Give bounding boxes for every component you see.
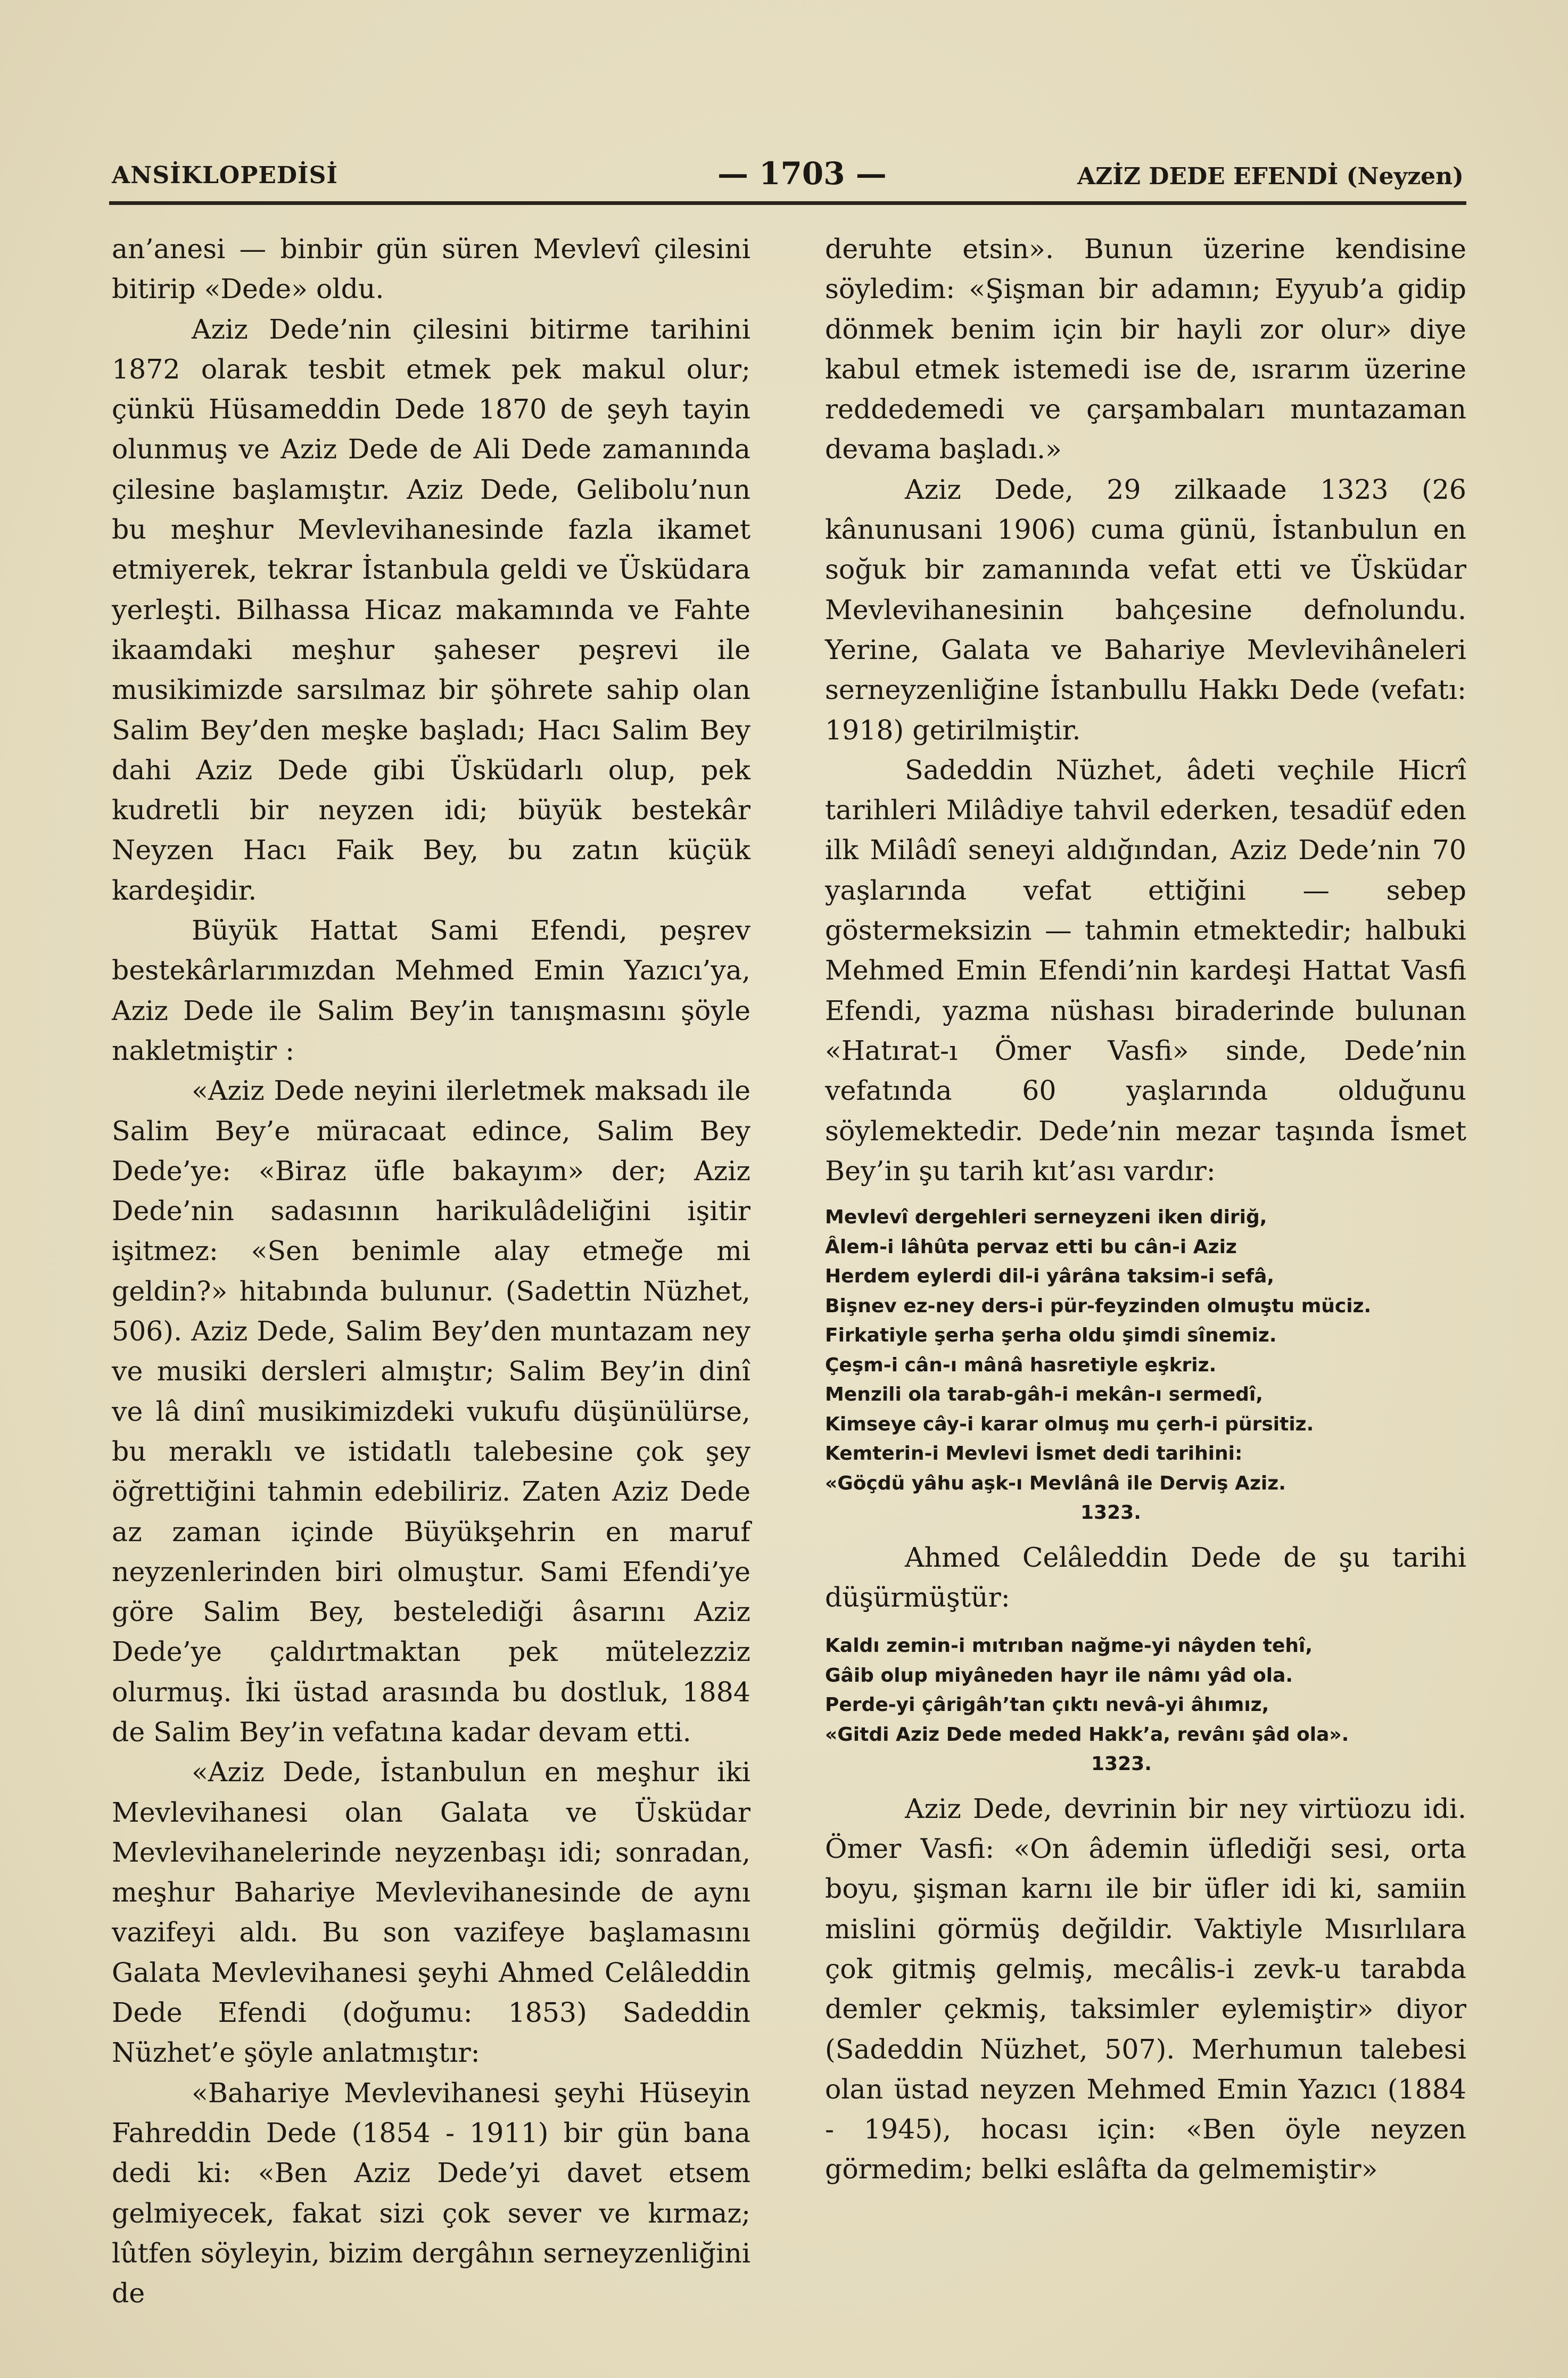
left-column: [112, 229, 750, 2313]
header-entry-title: AZİZ DEDE EFENDİ (Neyzen): [1077, 163, 1464, 190]
verse-line: «Gitdi Aziz Dede meded Hakk’a, revânı şâd ola».: [825, 1723, 1349, 1746]
right-column: [825, 229, 1466, 2190]
verse-line: «Göçdü yâhu aşk-ı Mevlânâ ile Derviş Aziz.: [825, 1472, 1286, 1494]
verse-year: 1323.: [1091, 1753, 1152, 1775]
paragraph: Aziz Dede, devrinin bir ney virtüozu idi. Ömer Vasfi: «On âdemin üflediği sesi, orta boyu, şişman karnı ile bir üfler idi ki, samiin mislini görmüş değildir. Vaktiyle Mısırlılara çok gitmiş gelmiş, mecâlis-i zevk-u tarabda demler çekmiş, taksimler eylemiştir» diyor (Sadeddin Nüzhet, 507). Merhumun talebesi olan üstad neyzen Mehmed Emin Yazıcı (1884 - 1945), hocası için: «Ben öyle neyzen görmedim; belki eslâfta da gelmemiştir»: [825, 1792, 1466, 2185]
verse-line: Mevlevî dergehleri serneyzeni iken diriğ,: [825, 1206, 1267, 1229]
paragraph: Büyük Hattat Sami Efendi, peşrev bestekârlarımızdan Mehmed Emin Yazıcı’ya, Aziz Dede ile Salim Bey’in tanışmasını şöyle nakletmiştir :: [112, 915, 750, 1066]
verse-line: Kemterin-i Mevlevi İsmet dedi tarihini:: [825, 1443, 1243, 1465]
paragraph: an’anesi — binbir gün süren Mevlevî çilesini bitirip «Dede» oldu.: [112, 233, 750, 305]
paragraph: «Aziz Dede neyini ilerletmek maksadı ile Salim Bey’e müracaat edince, Salim Bey Dede’ye: «Biraz üfle bakayım» der; Aziz Dede’nin sadasının harikulâdeliğini işitir işitmez: «Sen benimle alay etmeğe mi geldin?» hitabında bulunur. (Sadettin Nüzhet, 506). Aziz Dede, Salim Bey’den muntazam ney ve musiki dersleri almıştır; Salim Bey’in dinî ve lâ dinî musikimizdeki vukufu düşünülürse, bu meraklı ve istidatlı talebesine çok şey öğrettiğini tahmin edebiliriz. Zaten Aziz Dede az zaman içinde Büyükşehrin en maruf neyzenlerinden biri olmuştur. Sami Efendi’ye göre Salim Bey, bestelediği âsarını Aziz Dede’ye çaldırtmaktan pek mütelezziz olurmuş. İki üstad arasında bu dostluk, 1884 de Salim Bey’in vefatına kadar devam etti.: [112, 1075, 750, 1748]
verse-line: Âlem-i lâhûta pervaz etti bu cân-i Aziz: [825, 1236, 1237, 1258]
verse-year: 1323.: [1080, 1502, 1141, 1524]
verse-line: Herdem eylerdi dil-i yârâna taksim-i sefâ,: [825, 1265, 1275, 1288]
verse-line: Perde-yi çârigâh’tan çıktı nevâ-yi âhımız,: [825, 1694, 1269, 1716]
paragraph: Sadeddin Nüzhet, âdeti veçhile Hicrî tarihleri Milâdiye tahvil ederken, tesadüf eden ilk Milâdî seneyi aldığından, Aziz Dede’nin 70 yaşlarında vefat ettiğini — sebep göstermeksizin — tahmin etmektedir; halbuki Mehmed Emin Efendi’nin kardeşi Hattat Vasfi Efendi, yazma nüshası biraderinde bulunan «Hatırat-ı Ömer Vasfi» sinde, Dede’nin vefatında 60 yaşlarında olduğunu söylemektedir. Dede’nin mezar taşında İsmet Bey’in şu tarih kıt’ası vardır:: [825, 754, 1466, 1187]
paragraph: «Bahariye Mevlevihanesi şeyhi Hüseyin Fahreddin Dede (1854 - 1911) bir gün bana dedi ki: «Ben Aziz Dede’yi davet etsem gelmiyecek, fakat sizi çok sever ve kırmaz; lûtfen söyleyin, bizim dergâhın serneyzenliğini de: [112, 2077, 750, 2309]
page-number: — 1703 —: [717, 155, 887, 192]
paragraph: deruhte etsin». Bunun üzerine kendisine söyledim: «Şişman bir adamın; Eyyub’a gidip dönmek benim için bir hayli zor olur» diye kabul etmek istemedi ise de, ısrarım üzerine reddedemedi ve çarşambaları muntazaman devama başladı.»: [825, 233, 1466, 465]
verse-line: Firkatiyle şerha şerha oldu şimdi sînemiz.: [825, 1324, 1277, 1347]
verse-line: Gâib olup miyâneden hayr ile nâmı yâd ola.: [825, 1664, 1293, 1686]
paragraph: Aziz Dede, 29 zilkaade 1323 (26 kânunusani 1906) cuma günü, İstanbulun en soğuk bir zamanında vefat etti ve Üsküdar Mevlevihanesinin bahçesine defnolundu. Yerine, Galata ve Bahariye Mevlevihâneleri serneyzenliğine İstanbullu Hakkı Dede (vefatı: 1918) getirilmiştir.: [825, 473, 1466, 746]
verse-line: Kimseye cây-i karar olmuş mu çerh-i pürsitiz.: [825, 1413, 1314, 1435]
verse-line: Çeşm-i cân-ı mânâ hasretiyle eşkriz.: [825, 1354, 1217, 1376]
tombstone-verse: [825, 1203, 1466, 1528]
verse-line: Menzili ola tarab-gâh-i mekân-ı sermedî,: [825, 1384, 1263, 1406]
chronogram-verse: [825, 1631, 1466, 1779]
verse-line: Bişnev ez-ney ders-i pür-feyzinden olmuştu müciz.: [825, 1295, 1372, 1317]
paragraph: Ahmed Celâleddin Dede de şu tarihi düşürmüştür:: [825, 1541, 1466, 1613]
header-rule: [109, 201, 1466, 205]
header-encyclopedia-title: ANSİKLOPEDİSİ: [112, 162, 338, 189]
verse-line: Kaldı zemin-i mıtrıban nağme-yi nâyden tehî,: [825, 1635, 1313, 1657]
running-header: [112, 155, 1464, 198]
paragraph: «Aziz Dede, İstanbulun en meşhur iki Mevlevihanesi olan Galata ve Üsküdar Mevlevihanelerinde neyzenbaşı idi; sonradan, meşhur Bahariye Mevlevihanesinde de aynı vazifeyi aldı. Bu son vazifeye başlamasını Galata Mevlevihanesi şeyhi Ahmed Celâleddin Dede Efendi (doğumu: 1853) Sadeddin Nüzhet’e şöyle anlatmıştır:: [112, 1756, 750, 2069]
paragraph: Aziz Dede’nin çilesini bitirme tarihini 1872 olarak tesbit etmek pek makul olur; çünkü Hüsameddin Dede 1870 de şeyh tayin olunmuş ve Aziz Dede de Ali Dede zamanında çilesine başlamıştır. Aziz Dede, Gelibolu’nun bu meşhur Mevlevihanesinde fazla ikamet etmiyerek, tekrar İstanbula geldi ve Üsküdara yerleşti. Bilhassa Hicaz makamında ve Fahte ikaamdaki meşhur şaheser peşrevi ile musikimizde sarsılmaz bir şöhrete sahip olan Salim Bey’den meşke başladı; Hacı Salim Bey dahi Aziz Dede gibi Üsküdarlı olup, pek kudretli bir neyzen idi; büyük bestekâr Neyzen Hacı Faik Bey, bu zatın küçük kardeşidir.: [112, 313, 750, 906]
